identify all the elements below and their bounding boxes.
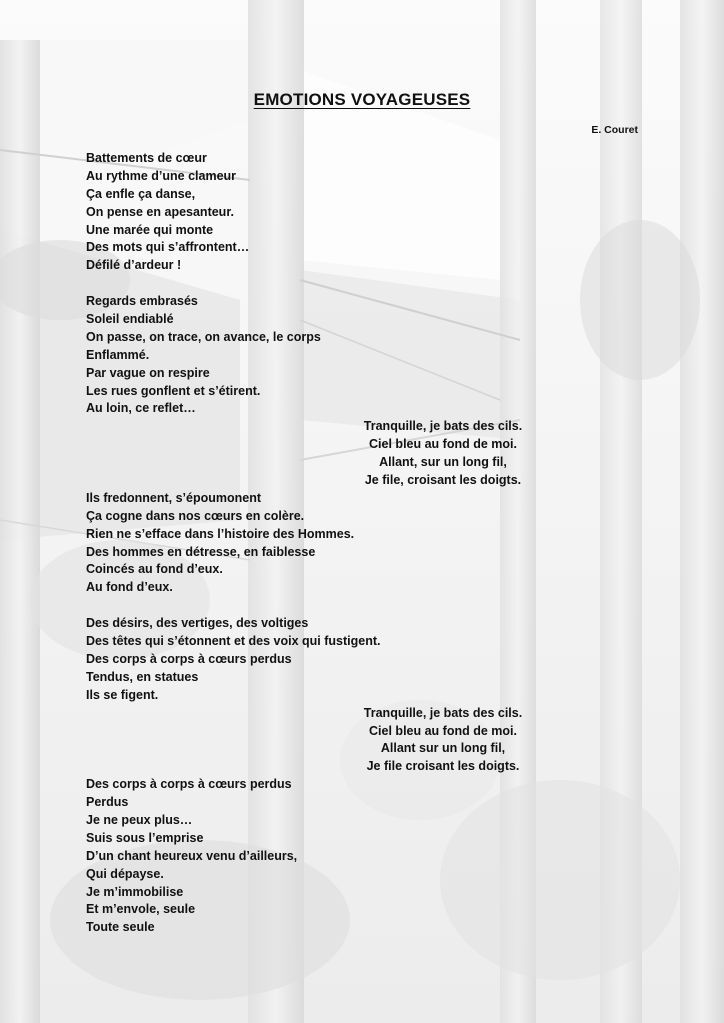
- refrain-line: Ciel bleu au fond de moi.: [369, 723, 517, 738]
- poem-line: Suis sous l’emprise: [86, 830, 204, 845]
- poem-line: Perdus: [86, 795, 129, 810]
- author-name: E. Couret: [591, 124, 638, 136]
- refrain-line: Tranquille, je bats des cils.: [363, 705, 523, 720]
- poem-line: Ils se figent.: [86, 687, 159, 702]
- poem-line: Et m’envole, seule: [86, 902, 196, 917]
- refrain-line: Allant, sur un long fil,: [379, 455, 507, 470]
- poem-line: Ça enfle ça danse,: [86, 186, 196, 201]
- poem-line: Des corps à corps à cœurs perdus: [86, 651, 292, 666]
- poem-body: [86, 150, 646, 937]
- poem-line: Je m’immobilise: [86, 884, 184, 899]
- poem-line: Battements de cœur: [86, 151, 207, 165]
- refrain-row: [86, 740, 646, 758]
- poem-line: Des têtes qui s’étonnent et des voix qui fustigent.: [86, 634, 381, 649]
- poem-line: Au loin, ce reflet…: [86, 401, 196, 416]
- poem-line: Au fond d’eux.: [86, 580, 173, 595]
- refrain-row: [86, 436, 646, 454]
- poem-line: Tendus, en statues: [86, 669, 199, 684]
- poem-line: Par vague on respire: [86, 365, 210, 380]
- poem-title: EMOTIONS VOYAGEUSES: [253, 90, 471, 109]
- poem-line: D’un chant heureux venu d’ailleurs,: [86, 848, 298, 863]
- poem-line: Enflammé.: [86, 347, 150, 362]
- poem-line: On pense en apesanteur.: [86, 204, 234, 219]
- poem-line: Rien ne s’efface dans l’histoire des Hommes.: [86, 526, 355, 541]
- poem-line: On passe, on trace, on avance, le corps: [86, 329, 321, 344]
- stanza-break: [86, 275, 646, 293]
- poem-line: Au rythme d’une clameur: [86, 168, 237, 183]
- poem-line: Coincés au fond d’eux.: [86, 562, 223, 577]
- refrain-line: Ciel bleu au fond de moi.: [369, 437, 517, 452]
- refrain-line: Je file, croisant les doigts.: [364, 473, 522, 488]
- poem-line: Toute seule: [86, 920, 155, 935]
- refrain-row: [86, 758, 646, 776]
- stanza-break: [86, 597, 646, 615]
- poem-line: Je ne peux plus…: [86, 812, 193, 827]
- refrain-row: [86, 472, 646, 490]
- refrain-line: Je file croisant les doigts.: [366, 759, 520, 774]
- poem-line: Soleil endiablé: [86, 312, 174, 327]
- refrain-row: [86, 454, 646, 472]
- poem-line: Défilé d’ardeur !: [86, 258, 182, 273]
- refrain-line: Allant sur un long fil,: [380, 741, 506, 756]
- refrain-line: Tranquille, je bats des cils.: [363, 419, 523, 434]
- refrain-row: [86, 723, 646, 741]
- poem-line: Des mots qui s’affrontent…: [86, 240, 250, 255]
- poem-line: Des hommes en détresse, en faiblesse: [86, 544, 316, 559]
- poem-line: Des désirs, des vertiges, des voltiges: [86, 616, 309, 631]
- poem-line: Ça cogne dans nos cœurs en colère.: [86, 508, 305, 523]
- poem-line: Regards embrasés: [86, 294, 198, 309]
- refrain-row: [86, 418, 646, 436]
- poem-line: Qui dépayse.: [86, 866, 164, 881]
- refrain-row: [86, 705, 646, 723]
- poem-line: Les rues gonflent et s’étirent.: [86, 383, 261, 398]
- poem-line: Ils fredonnent, s’époumonent: [86, 490, 262, 505]
- poem-line: Des corps à corps à cœurs perdus: [86, 777, 292, 792]
- poem-line: Une marée qui monte: [86, 222, 214, 237]
